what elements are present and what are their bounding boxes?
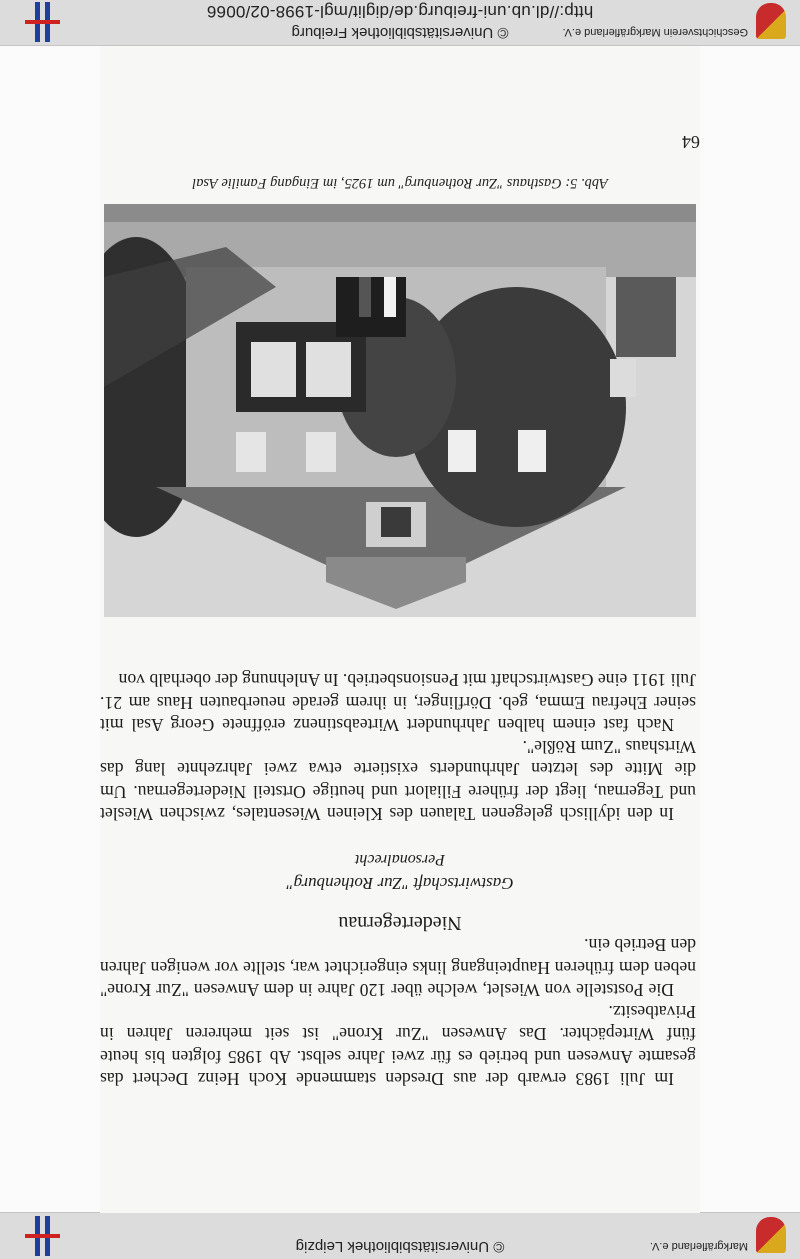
page-number: 64 [682,132,700,152]
section-title: Niedertegernau [338,912,462,934]
library-mark-icon [14,2,74,42]
header-logo-text: Markgräflerland e.V. [649,1240,748,1252]
coat-of-arms-icon [756,3,786,39]
paragraph-3: In den idyllisch gelegenen Talauen des Kleinen Wiesentales, zwischen Wieslet und Tegernau, liegt der frühere Filialort und heutige Ortsteil Niedertegernau. Um die Mitte des letzten Jahrhunderts existierte etwa zwei Jahrzehnte lang das Wirtshaus "Zum Rößle". [100,737,696,824]
footer-logo-text: Geschichtsverein Markgräflerland e.V. [562,26,748,38]
subsubtitle: Personalrecht [354,851,446,868]
viewer-footer-bar [0,0,800,46]
document-page [100,46,700,1213]
paragraph-1: Im Juli 1983 erwarb der aus Dresden stammende Koch Heinz Dechert das gesamte Anwesen und betrieb es für zwei Jahre selbst. Ab 1985 folgten bis heute fünf Wirtepächter. Das Anwesen "Zur Krone" ist seit mehreren Jahren in Privatbesitz. [100,1002,696,1089]
document-url-link[interactable]: http://dl.ub.uni-freiburg.de/diglit/mgl-1998-02/0066 [206,2,594,21]
figure-caption: Abb. 5: Gasthaus "Zur Rothenburg" um 1925, im Eingang Familie Asal [192,175,608,191]
paragraph-2: Die Poststelle von Wieslet, welche über 120 Jahre in dem Anwesen "Zur Krone" neben dem früheren Haupteingang links eingerichtet war, stellte vor wenigen Jahren den Betrieb ein. [100,935,696,1000]
library-mark-icon [14,1216,74,1256]
paragraph-4: Nach fast einem halben Jahrhundert Wirteabstinenz eröffnete Georg Asal mit seiner Ehefrau Emma, geb. Dörflinger, in ihrem gerade neuerbauten Haus am 21. Juli 1911 eine Gastwirtschaft mit Pensionsbetrieb. In Anlehnung der oberhalb von [100,670,696,735]
subtitle: Gastwirtschaft "Zur Rothenburg" [286,874,514,893]
footer-source-text: © Universitätsbibliothek Freiburg [291,24,509,41]
historical-photograph [104,204,696,617]
viewer-header-bar [0,1212,800,1259]
header-source-text: © Universitätsbibliothek Leipzig [295,1238,505,1255]
